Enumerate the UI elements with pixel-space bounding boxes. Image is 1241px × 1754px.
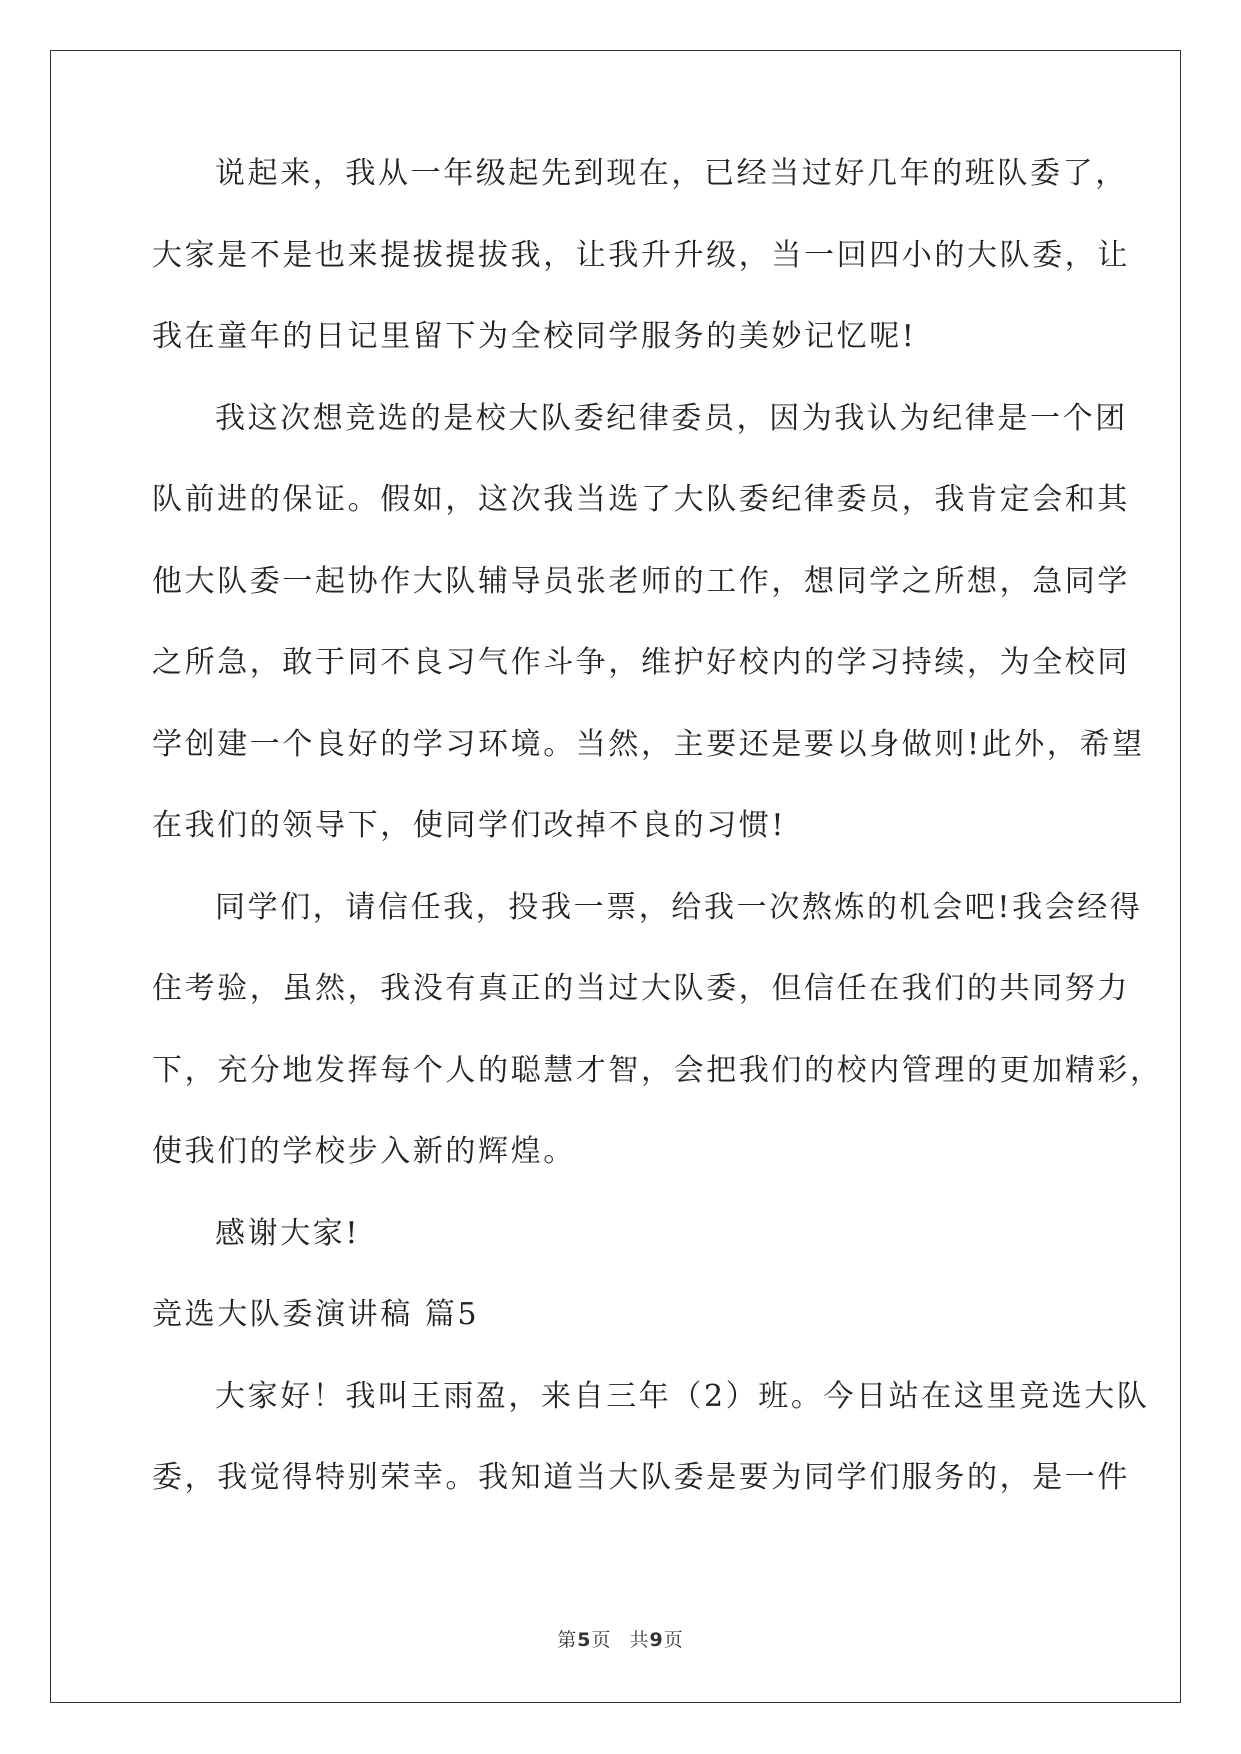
text-line: 大家好！我叫王雨盈，来自三年（2）班。今日站在这里竞选大队 bbox=[215, 1378, 1150, 1414]
footer-prefix: 第 bbox=[557, 1629, 578, 1651]
text-line: 学创建一个良好的学习环境。当然，主要还是要以身做则!此外，希望 bbox=[152, 726, 1145, 762]
text-line: 说起来，我从一年级起先到现在，已经当过好几年的班队委了， bbox=[215, 156, 1128, 191]
text-line: 他大队委一起协作大队辅导员张老师的工作，想同学之所想，急同学 bbox=[152, 563, 1130, 599]
text-line: 大家是不是也来提拔提拔我，让我升升级，当一回四小的大队委，让 bbox=[152, 237, 1130, 273]
footer-total-prefix: 共 bbox=[629, 1629, 650, 1651]
text-line: 我在童年的日记里留下为全校同学服务的美妙记忆呢! bbox=[152, 319, 917, 354]
document-body bbox=[152, 156, 1163, 1546]
text-line: 队前进的保证。假如，这次我当选了大队委纪律委员，我肯定会和其 bbox=[152, 482, 1130, 517]
text-line: 之所急，敢于同不良习气作斗争，维护好校内的学习持续，为全校同 bbox=[152, 645, 1130, 680]
text-line: 我这次想竞选的是校大队委纪律委员，因为我认为纪律是一个团 bbox=[215, 400, 1128, 436]
section-heading: 竞选大队委演讲稿 篇5 bbox=[152, 1297, 480, 1332]
footer-page-number: 5 bbox=[577, 1629, 592, 1651]
text-line: 委，我觉得特别荣幸。我知道当大队委是要为同学们服务的，是一件 bbox=[152, 1460, 1130, 1495]
text-line: 使我们的学校步入新的辉煌。 bbox=[152, 1134, 576, 1169]
text-line: 下，充分地发挥每个人的聪慧才智，会把我们的校内管理的更加精彩， bbox=[152, 1052, 1163, 1088]
text-line: 感谢大家! bbox=[215, 1215, 361, 1251]
text-line: 住考验，虽然，我没有真正的当过大队委，但信任在我们的共同努力 bbox=[152, 971, 1130, 1006]
text-line: 在我们的领导下，使同学们改掉不良的习惯! bbox=[152, 808, 787, 843]
footer-page-suffix: 页 bbox=[591, 1629, 612, 1651]
text-line: 同学们，请信任我，投我一票，给我一次熬炼的机会吧!我会经得 bbox=[215, 889, 1143, 925]
footer-total-suffix: 页 bbox=[663, 1629, 684, 1651]
footer-total-pages: 9 bbox=[649, 1629, 664, 1651]
page-footer bbox=[0, 1625, 1241, 1652]
